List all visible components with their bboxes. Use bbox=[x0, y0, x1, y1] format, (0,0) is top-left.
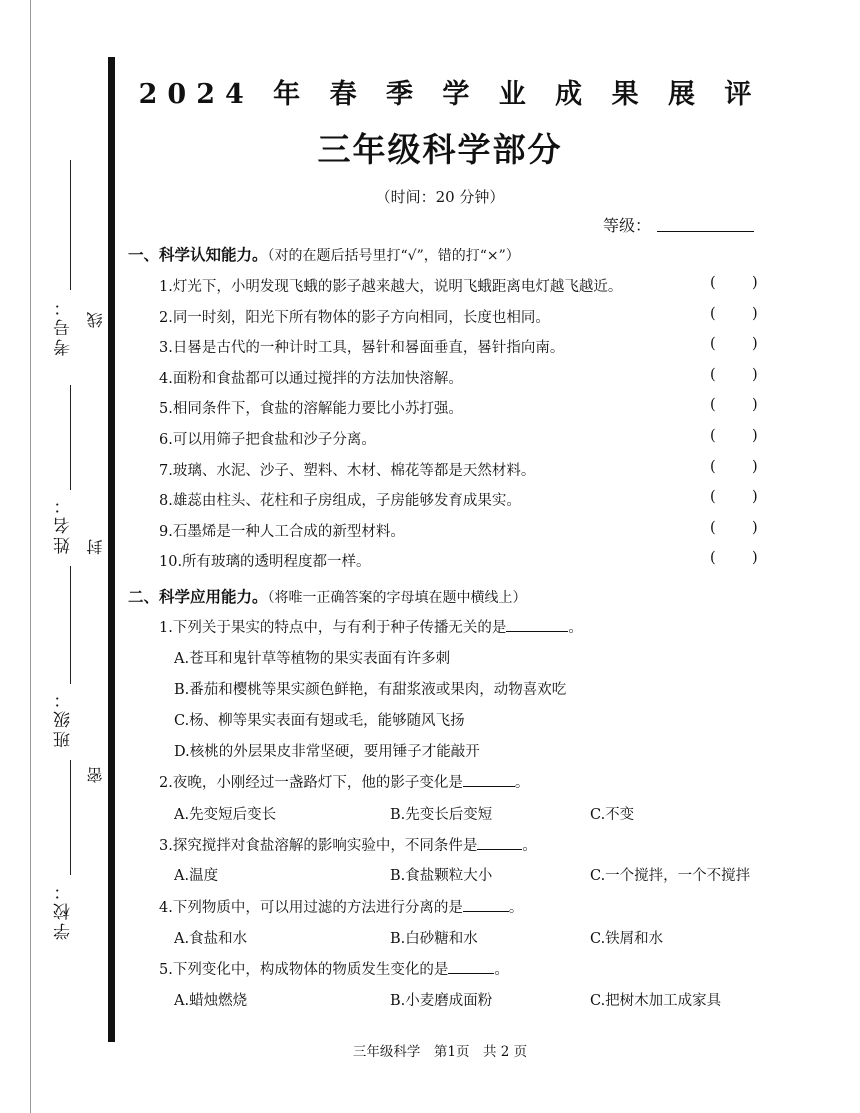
s2-q5-text: 5.下列变化中，构成物体的物质发生变化的是 bbox=[159, 962, 449, 978]
paren-close: ) bbox=[752, 275, 758, 291]
s2-q2-blank[interactable] bbox=[463, 772, 515, 787]
paren-open: ( bbox=[710, 397, 716, 414]
s2-q1-option-c: C.杨、柳等果实表面有翅或毛，能够随风飞扬 bbox=[174, 713, 465, 729]
paren-close: ) bbox=[752, 550, 758, 567]
page-footer: 三年级科学 第1页 共 2 页 bbox=[352, 1044, 528, 1060]
class-label: 班级： bbox=[54, 688, 74, 748]
school-label: 学校： bbox=[54, 880, 74, 940]
s2-q3-stem bbox=[159, 834, 537, 855]
paren-open: ( bbox=[710, 336, 716, 353]
s2-q4-end: 。 bbox=[508, 900, 524, 916]
s1-item-7: 7.玻璃、水泥、沙子、塑料、木材、棉花等都是天然材料。 bbox=[159, 462, 536, 479]
exam-title: 2024 年 春 季 学 业 成 果 展 评 bbox=[138, 79, 762, 110]
paren-open: ( bbox=[710, 489, 716, 506]
paren-open: ( bbox=[710, 458, 716, 475]
s1-item-6: 6.可以用筛子把食盐和沙子分离。 bbox=[159, 432, 376, 448]
s2-q4-option-c: C.铁屑和水 bbox=[590, 931, 664, 947]
s1-item-8: 8.雄蕊由柱头、花柱和子房组成，子房能够发育成果实。 bbox=[159, 493, 521, 510]
s2-q2-option-a: A.先变短后变长 bbox=[174, 807, 277, 823]
s1-item-2: 2.同一时刻，阳光下所有物体的影子方向相同，长度也相同。 bbox=[159, 309, 550, 326]
s2-q2-option-b: B.先变长后变短 bbox=[390, 807, 493, 823]
s2-q1-option-d: D.核桃的外层果皮非常坚硬，要用锤子才能敲开 bbox=[174, 744, 480, 760]
s2-q1-option-a: A.苍耳和鬼针草等植物的果实表面有许多刺 bbox=[174, 651, 451, 667]
paren-open: ( bbox=[710, 428, 716, 444]
paren-close: ) bbox=[752, 428, 758, 444]
paren-close: ) bbox=[752, 458, 758, 475]
section1-heading bbox=[128, 243, 520, 265]
exam-subtitle: 三年级科学部分 bbox=[317, 130, 563, 169]
section1-title: 一、科学认知能力。 bbox=[128, 245, 268, 264]
section1-note: （对的在题后括号里打“√”，错的打“×”） bbox=[267, 248, 520, 264]
class-line[interactable] bbox=[70, 566, 71, 684]
paren-open: ( bbox=[710, 305, 716, 322]
s1-item-3: 3.日晷是古代的一种计时工具，晷针和晷面垂直，晷针指向南。 bbox=[159, 340, 565, 357]
exam-time: （时间：20 分钟） bbox=[375, 188, 505, 206]
section2-note: （将唯一正确答案的字母填在题中横线上） bbox=[267, 590, 527, 606]
s2-q2-text: 2.夜晚，小刚经过一盏路灯下，他的影子变化是 bbox=[159, 775, 463, 791]
s2-q3-option-b: B.食盐颗粒大小 bbox=[390, 868, 493, 884]
s2-q1-text: 1.下列关于果实的特点中，与有利于种子传播无关的是 bbox=[159, 620, 507, 636]
grade-label: 等级： bbox=[603, 216, 652, 235]
exam-no-line[interactable] bbox=[70, 160, 71, 290]
paren-open: ( bbox=[710, 550, 716, 567]
s2-q4-option-b: B.白砂糖和水 bbox=[390, 931, 478, 947]
s2-q2-end: 。 bbox=[514, 775, 530, 791]
s2-q4-stem bbox=[159, 896, 523, 917]
s2-q5-end: 。 bbox=[494, 962, 509, 978]
paren-close: ) bbox=[752, 489, 758, 506]
seal-mi: 密 bbox=[86, 767, 105, 783]
s1-item-1: 1.灯光下，小明发现飞蛾的影子越来越大，说明飞蛾距离电灯越飞越近。 bbox=[159, 279, 623, 295]
section2-heading bbox=[128, 585, 527, 607]
s2-q3-end: 。 bbox=[522, 838, 537, 854]
s2-q1-stem bbox=[159, 616, 583, 637]
s2-q1-end: 。 bbox=[568, 620, 583, 636]
paren-close: ) bbox=[752, 305, 758, 322]
paren-open: ( bbox=[710, 275, 716, 291]
grade-field[interactable] bbox=[657, 231, 754, 232]
s2-q3-blank[interactable] bbox=[477, 835, 522, 850]
paren-close: ) bbox=[752, 366, 758, 383]
paren-close: ) bbox=[752, 519, 758, 536]
s2-q1-option-b: B.番茄和樱桃等果实颜色鲜艳，有甜浆液或果肉，动物喜欢吃 bbox=[174, 682, 567, 698]
s1-item-4: 4.面粉和食盐都可以通过搅拌的方法加快溶解。 bbox=[159, 370, 463, 387]
s2-q4-blank[interactable] bbox=[463, 897, 509, 912]
s2-q3-text: 3.探究搅拌对食盐溶解的影响实验中，不同条件是 bbox=[159, 838, 478, 854]
s2-q4-text: 4.下列物质中，可以用过滤的方法进行分离的是 bbox=[159, 900, 463, 916]
paren-close: ) bbox=[752, 336, 758, 353]
s2-q4-option-a: A.食盐和水 bbox=[174, 931, 248, 947]
s2-q2-option-c: C.不变 bbox=[590, 807, 635, 823]
s2-q5-option-b: B.小麦磨成面粉 bbox=[390, 993, 493, 1009]
s2-q5-option-c: C.把树木加工成家具 bbox=[590, 993, 722, 1009]
s1-item-10: 10.所有玻璃的透明程度都一样。 bbox=[159, 554, 371, 571]
s2-q5-option-a: A.蜡烛燃烧 bbox=[174, 993, 248, 1009]
school-line[interactable] bbox=[70, 760, 71, 875]
s2-q5-stem bbox=[159, 958, 509, 979]
s1-item-5: 5.相同条件下，食盐的溶解能力要比小苏打强。 bbox=[159, 401, 463, 418]
exam-no-label: 考号： bbox=[54, 296, 74, 356]
section2-title: 二、科学应用能力。 bbox=[128, 587, 268, 606]
s2-q5-blank[interactable] bbox=[448, 959, 494, 974]
paren-open: ( bbox=[710, 366, 716, 383]
name-label: 姓名： bbox=[54, 494, 74, 554]
paren-open: ( bbox=[710, 519, 716, 536]
seal-feng: 封 bbox=[86, 539, 105, 555]
s2-q3-option-a: A.温度 bbox=[174, 868, 219, 884]
s1-item-9: 9.石墨烯是一种人工合成的新型材料。 bbox=[159, 523, 405, 540]
s2-q1-blank[interactable] bbox=[506, 617, 568, 632]
seal-xian: 线 bbox=[86, 312, 105, 328]
s2-q2-stem bbox=[159, 771, 529, 792]
s2-q3-option-c: C.一个搅拌，一个不搅拌 bbox=[590, 868, 751, 884]
paren-close: ) bbox=[752, 397, 758, 414]
name-line[interactable] bbox=[70, 385, 71, 490]
